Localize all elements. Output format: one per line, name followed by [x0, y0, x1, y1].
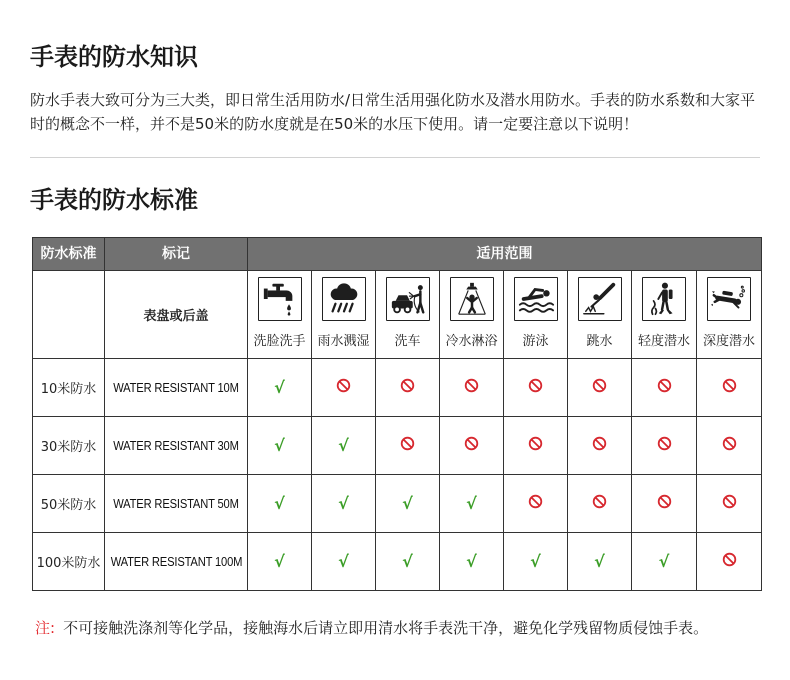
mark-cell [105, 417, 248, 475]
faucet-icon [258, 277, 302, 321]
table-row [33, 417, 762, 475]
activity-cell [248, 271, 312, 359]
allowed-check-icon: √ [274, 552, 285, 571]
allowed-check-icon: √ [274, 378, 285, 397]
prohibited-icon [657, 436, 672, 451]
status-cell [697, 417, 762, 475]
knowledge-line: 时的概念不一样，并不是50米的防水度就是在50米的水压下使用。请一定要注意以下说明！ [30, 115, 639, 133]
activity-label: 雨水溅湿 [317, 334, 370, 349]
allowed-check-icon: √ [466, 552, 477, 571]
status-cell [248, 533, 312, 591]
status-cell [632, 475, 697, 533]
standard-cell: 100米防水 [33, 533, 105, 591]
status-cell [248, 475, 312, 533]
allowed-check-icon: √ [402, 552, 413, 571]
activity-cell [568, 271, 632, 359]
prohibited-icon [528, 378, 543, 393]
allowed-check-icon: √ [658, 552, 670, 571]
activity-label: 冷水淋浴 [445, 334, 498, 349]
status-cell [376, 533, 440, 591]
allowed-check-icon: √ [402, 494, 413, 513]
prohibited-icon [592, 436, 607, 451]
prohibited-icon [657, 494, 672, 509]
activity-cell [697, 271, 762, 359]
status-cell [376, 475, 440, 533]
status-cell [504, 359, 568, 417]
rain-cloud-icon [322, 277, 366, 321]
knowledge-line: 防水手表大致可分为三大类，即日常生活用防水/日常生活用强化防水及潜水用防水。手表的防水系数和大家平 [30, 91, 756, 109]
activity-cell [632, 271, 697, 359]
activity-cell [504, 271, 568, 359]
table-row [33, 533, 762, 591]
waterproof-standard-table [32, 237, 762, 591]
mark-text: WATER RESISTANT 100M [110, 554, 242, 569]
standard-cell: 30米防水 [33, 417, 105, 475]
prohibited-icon [722, 378, 737, 393]
status-cell [697, 533, 762, 591]
allowed-check-icon: √ [466, 494, 477, 513]
mark-cell [105, 359, 248, 417]
prohibited-icon [400, 378, 415, 393]
status-cell [632, 533, 697, 591]
allowed-check-icon: √ [274, 436, 285, 455]
status-cell [632, 417, 697, 475]
section-divider [30, 157, 760, 158]
mark-cell [105, 475, 248, 533]
activity-label: 深度潜水 [702, 334, 755, 349]
status-cell [504, 533, 568, 591]
status-cell [568, 417, 632, 475]
status-cell [312, 417, 376, 475]
activity-cell [376, 271, 440, 359]
prohibited-icon [464, 378, 479, 393]
status-cell [697, 359, 762, 417]
status-cell [568, 533, 632, 591]
prohibited-icon [722, 552, 737, 567]
status-cell [440, 359, 504, 417]
activity-cell [440, 271, 504, 359]
prohibited-icon [592, 378, 607, 393]
prohibited-icon [592, 494, 607, 509]
activity-label: 跳水 [586, 334, 613, 349]
prohibited-icon [464, 436, 479, 451]
swimmer-icon [514, 277, 558, 321]
allowed-check-icon: √ [338, 494, 349, 513]
allowed-check-icon: √ [274, 494, 285, 513]
shower-icon [450, 277, 494, 321]
status-cell [376, 359, 440, 417]
prohibited-icon [722, 494, 737, 509]
activity-cell [312, 271, 376, 359]
status-cell [312, 359, 376, 417]
mark-text: WATER RESISTANT 30M [113, 438, 239, 453]
activity-label: 轻度潜水 [637, 334, 690, 349]
standard-cell: 50米防水 [33, 475, 105, 533]
knowledge-title: 手表的防水知识 [30, 43, 198, 71]
note-prefix: 注: [35, 619, 56, 637]
prohibited-icon [722, 436, 737, 451]
activity-label: 洗车 [394, 334, 421, 349]
status-cell [697, 475, 762, 533]
table-row [33, 475, 762, 533]
status-cell [568, 359, 632, 417]
activity-label: 游泳 [522, 334, 549, 349]
mark-location-cell: 表盘或后盖 [105, 271, 248, 359]
allowed-check-icon: √ [594, 552, 605, 571]
status-cell [248, 417, 312, 475]
deep-diver-icon [707, 277, 751, 321]
header-standard: 防水标准 [33, 238, 105, 271]
status-cell [440, 475, 504, 533]
status-cell [440, 417, 504, 475]
note [35, 617, 708, 639]
status-cell [504, 475, 568, 533]
table-header-row [33, 238, 762, 271]
snorkel-diver-icon [642, 277, 686, 321]
mark-text: WATER RESISTANT 10M [113, 380, 239, 395]
prohibited-icon [528, 494, 543, 509]
diving-icon [578, 277, 622, 321]
status-cell [248, 359, 312, 417]
allowed-check-icon: √ [338, 436, 349, 455]
prohibited-icon [336, 378, 351, 393]
knowledge-paragraph [30, 88, 775, 136]
standard-title: 手表的防水标准 [30, 186, 198, 214]
table-row [33, 359, 762, 417]
header-scope: 适用范围 [248, 238, 762, 271]
prohibited-icon [657, 378, 672, 393]
prohibited-icon [528, 436, 543, 451]
car-wash-icon [386, 277, 430, 321]
status-cell [632, 359, 697, 417]
empty-cell [33, 271, 105, 359]
mark-text: WATER RESISTANT 50M [113, 496, 239, 511]
activity-row [33, 271, 762, 359]
prohibited-icon [400, 436, 415, 451]
status-cell [568, 475, 632, 533]
status-cell [504, 417, 568, 475]
header-mark: 标记 [105, 238, 248, 271]
allowed-check-icon: √ [338, 552, 349, 571]
status-cell [440, 533, 504, 591]
standard-cell: 10米防水 [33, 359, 105, 417]
status-cell [312, 475, 376, 533]
note-text: 不可接触洗涤剂等化学品，接触海水后请立即用清水将手表洗干净，避免化学残留物质侵蚀手表。 [63, 619, 709, 637]
allowed-check-icon: √ [530, 552, 541, 571]
activity-label: 洗脸洗手 [253, 334, 306, 349]
status-cell [376, 417, 440, 475]
status-cell [312, 533, 376, 591]
mark-cell [105, 533, 248, 591]
